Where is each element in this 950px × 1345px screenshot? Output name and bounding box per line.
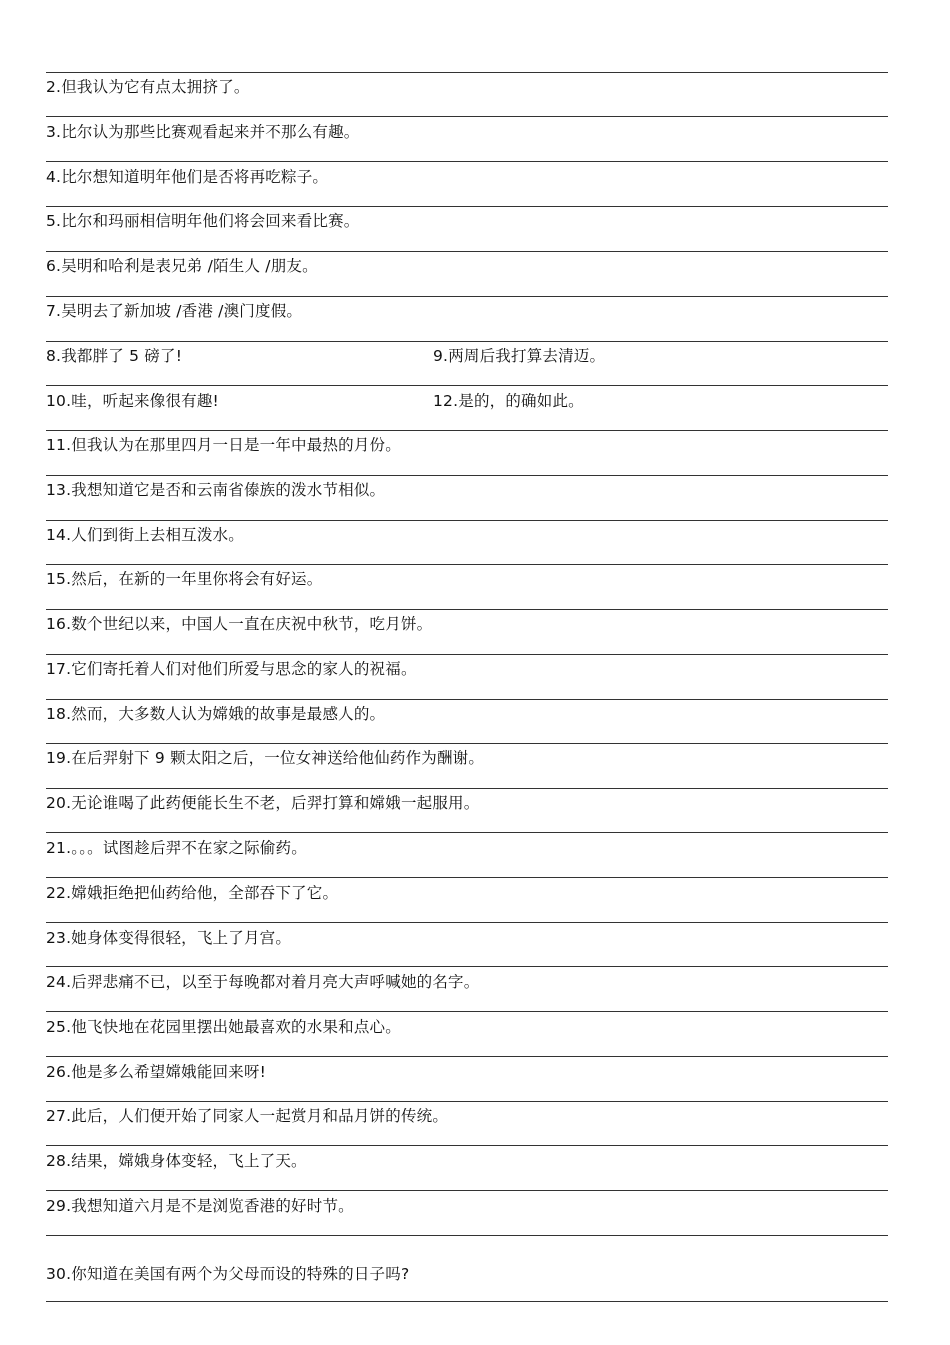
answer-line: [46, 206, 888, 207]
sentence-5: 5.比尔和玛丽相信明年他们将会回来看比赛。: [46, 212, 360, 230]
sentence-18: 18.然而，大多数人认为嫦娥的故事是最感人的。: [46, 705, 386, 723]
answer-line: [46, 385, 888, 386]
answer-line: [46, 1301, 888, 1302]
sentence-9: 9.两周后我打算去清迈。: [433, 347, 606, 365]
answer-line: [46, 1056, 888, 1057]
sentence-25: 25.他飞快地在花园里摆出她最喜欢的水果和点心。: [46, 1018, 401, 1036]
answer-line: [46, 654, 888, 655]
sentence-2: 2.但我认为它有点太拥挤了。: [46, 78, 250, 96]
sentence-28: 28.结果，嫦娥身体变轻，飞上了天。: [46, 1152, 307, 1170]
sentence-17: 17.它们寄托着人们对他们所爱与思念的家人的祝福。: [46, 660, 417, 678]
sentence-24: 24.后羿悲痛不已，以至于每晚都对着月亮大声呼喊她的名字。: [46, 973, 480, 991]
answer-line: [46, 251, 888, 252]
answer-line: [46, 116, 888, 117]
sentence-15: 15.然后，在新的一年里你将会有好运。: [46, 570, 323, 588]
answer-line: [46, 72, 888, 73]
answer-line: [46, 832, 888, 833]
answer-line: [46, 699, 888, 700]
answer-line: [46, 520, 888, 521]
sentence-14: 14.人们到街上去相互泼水。: [46, 526, 244, 544]
answer-line: [46, 1101, 888, 1102]
answer-line: [46, 430, 888, 431]
answer-line: [46, 1145, 888, 1146]
sentence-20: 20.无论谁喝了此药便能长生不老，后羿打算和嫦娥一起服用。: [46, 794, 480, 812]
answer-line: [46, 788, 888, 789]
sentence-11: 11.但我认为在那里四月一日是一年中最热的月份。: [46, 436, 401, 454]
sentence-16: 16.数个世纪以来，中国人一直在庆祝中秋节，吃月饼。: [46, 615, 433, 633]
answer-line: [46, 743, 888, 744]
sentence-6: 6.吴明和哈利是表兄弟 /陌生人 /朋友。: [46, 257, 318, 275]
sentence-30: 30.你知道在美国有两个为父母而设的特殊的日子吗?: [46, 1265, 410, 1283]
sentence-21: 21.。。。试图趁后羿不在家之际偷药。: [46, 839, 307, 857]
sentence-4: 4.比尔想知道明年他们是否将再吃粽子。: [46, 168, 329, 186]
sentence-23: 23.她身体变得很轻，飞上了月宫。: [46, 929, 292, 947]
sentence-13: 13.我想知道它是否和云南省傣族的泼水节相似。: [46, 481, 386, 499]
answer-line: [46, 296, 888, 297]
sentence-26: 26.他是多么希望嫦娥能回来呀!: [46, 1063, 267, 1081]
answer-line: [46, 161, 888, 162]
answer-line: [46, 877, 888, 878]
answer-line: [46, 341, 888, 342]
answer-line: [46, 609, 888, 610]
answer-line: [46, 564, 888, 565]
sentence-3: 3.比尔认为那些比赛观看起来并不那么有趣。: [46, 123, 360, 141]
sentence-12: 12.是的，的确如此。: [433, 392, 584, 410]
answer-line: [46, 1190, 888, 1191]
sentence-7: 7.吴明去了新加坡 /香港 /澳门度假。: [46, 302, 303, 320]
sentence-27: 27.此后，人们便开始了同家人一起赏月和品月饼的传统。: [46, 1107, 449, 1125]
answer-line: [46, 922, 888, 923]
answer-line: [46, 1235, 888, 1236]
sentence-10: 10.哇，听起来像很有趣!: [46, 392, 219, 410]
answer-line: [46, 966, 888, 967]
answer-line: [46, 1011, 888, 1012]
sentence-29: 29.我想知道六月是不是浏览香港的好时节。: [46, 1197, 354, 1215]
answer-line: [46, 475, 888, 476]
sentence-8: 8.我都胖了 5 磅了!: [46, 347, 183, 365]
sentence-19: 19.在后羿射下 9 颗太阳之后，一位女神送给他仙药作为酬谢。: [46, 749, 485, 767]
sentence-22: 22.嫦娥拒绝把仙药给他，全部吞下了它。: [46, 884, 339, 902]
